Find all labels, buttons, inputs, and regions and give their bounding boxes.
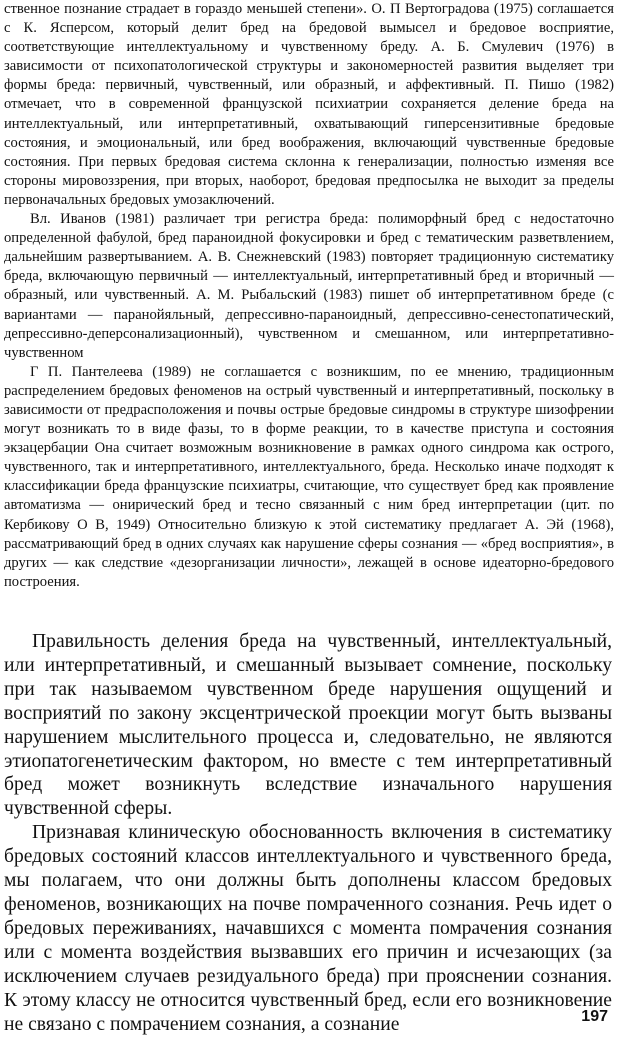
page-number: 197 [581, 1008, 608, 1025]
main-text-section [4, 630, 612, 1036]
small-paragraph-2: Вл. Иванов (1981) различает три регистра бреда: полиморфный бред с недостаточно определенной фабулой, бред параноидной фокусировки и бред с тематическим разветвлением, дальнейшим развертыванием. А. В. Снежневский (1983) повторяет традиционную систематику бреда, включающую первичный — интеллектуальный, интерпретативный бред и вторичный — образный, или чувственный. А. М. Рыбальский (1983) пишет об интерпретативном бреде (с вариантами — паранойяльный, депрессивно-параноидный, депрессивно-сенестопатический, депрессивно-деперсонализационный), чувственном и смешанном, или интерпретативно-чувственном [4, 211, 614, 361]
main-paragraph-1: Правильность деления бреда на чувственный, интеллектуальный, или интерпретативный, и смешанный вызывает сомнение, поскольку при так называемом чувственном бреде нарушения ощущений и восприятий по закону эксцентрической проекции могут быть вызваны нарушением мыслительного процесса и, следовательно, не являются этиопатогенетическим фактором, но вместе с тем интерпретативный бред может возникнуть вследствие изначального нарушения чувственной сферы. [4, 631, 612, 820]
small-paragraph-3: Г П. Пантелеева (1989) не соглашается с возникшим, по ее мнению, традиционным распределением бредовых феноменов на острый чувственный и интерпретативный, поскольку в зависимости от предрасположения и почвы острые бредовые синдромы в структуре шизофрении могут возникать то в виде фазы, то в форме реакции, то в качестве приступа и состояния экзацербации Она считает возможным возникновение в рамках одного синдрома как острого, чувственного, так и интерпретативного, интеллектуального, бреда. Несколько иначе подходят к классификации бреда французские психиатры, считающие, что существует бред как проявление автоматизма — онирический бред и тесно связанный с ним бред интерпретации (цит. по Кербикову О В, 1949) Относительно близкую к этой систематику предлагает А. Эй (1968), рассматривающий бред в одних случаях как нарушение сферы сознания — «бред восприятия», в других — как следствие «дезорганизации личности», лежащей в основе идеаторно-бредового построения. [4, 363, 614, 590]
main-paragraph-2: Признавая клиническую обоснованность включения в систематику бредовых состояний классов интеллектуального и чувственного бреда, мы полагаем, что они должны быть дополнены классом бредовых феноменов, возникающих на почве помраченного сознания. Речь идет о бредовых переживаниях, начавшихся с момента помрачения сознания или с момента воздействия вызвавших его причин и исчезающих (за исключением случаев резидуального бреда) при прояснении сознания. К этому классу не относится чувственный бред, если его возникновение не связано с помрачением сознания, а сознание [4, 822, 612, 1035]
small-paragraph-1: ственное познание страдает в гораздо меньшей степени». О. П Вертоградова (1975) соглашается с К. Ясперсом, который делит бред на бредовой вымысел и бредовое восприятие, соответствующие интеллектуальному и чувственному бреду. А. Б. Смулевич (1976) в зависимости от психопатологической структуры и закономерностей развития выделяет три формы бреда: первичный, чувственный, или образный, и аффективный. П. Пишо (1982) отмечает, что в современной французской психиатрии сохраняется деление бреда на интеллектуальный, или интерпретативный, охватывающий гиперсензитивные бредовые состояния, и эмоциональный, или бред воображения, включающий чувственные бредовые состояния. При первых бредовая система склонна к генерализации, полностью изменяя все стороны мировоззрения, при вторых, наоборот, бредовая предпосылка не выходит за пределы первоначальных бредовых умозаключений. [4, 1, 614, 208]
small-print-section [4, 0, 614, 592]
